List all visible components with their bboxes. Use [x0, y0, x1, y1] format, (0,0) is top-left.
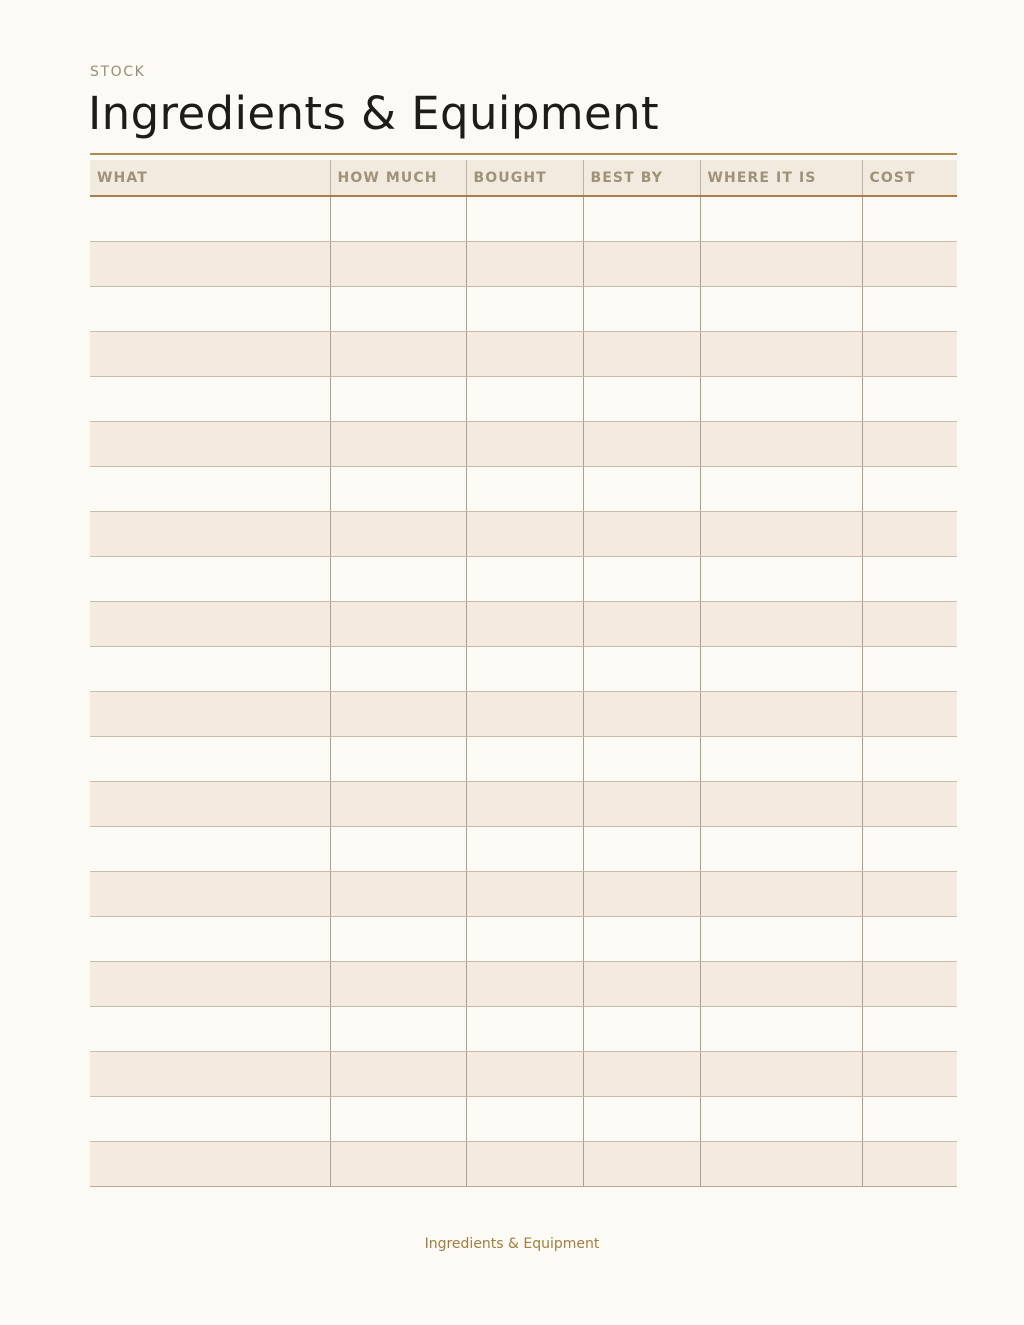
table-row — [90, 692, 957, 737]
cell-how-much[interactable] — [330, 1097, 466, 1142]
column-header-how-much: HOW MUCH — [330, 160, 466, 196]
cell-what[interactable] — [90, 467, 330, 512]
cell-how-much[interactable] — [330, 377, 466, 422]
cell-what[interactable] — [90, 422, 330, 467]
cell-cost[interactable] — [862, 557, 957, 602]
cell-bought[interactable] — [466, 737, 583, 782]
cell-best-by[interactable] — [583, 1097, 700, 1142]
table-row — [90, 1007, 957, 1052]
cell-cost[interactable] — [862, 1097, 957, 1142]
cell-what[interactable] — [90, 962, 330, 1007]
cell-best-by[interactable] — [583, 737, 700, 782]
cell-best-by[interactable] — [583, 467, 700, 512]
cell-cost[interactable] — [862, 512, 957, 557]
cell-how-much[interactable] — [330, 332, 466, 377]
cell-what[interactable] — [90, 737, 330, 782]
cell-where-it-is[interactable] — [700, 872, 862, 917]
table-row — [90, 737, 957, 782]
page-title: Ingredients & Equipment — [88, 87, 660, 140]
cell-how-much[interactable] — [330, 602, 466, 647]
cell-what[interactable] — [90, 377, 330, 422]
cell-where-it-is[interactable] — [700, 332, 862, 377]
cell-cost[interactable] — [862, 737, 957, 782]
table-row — [90, 377, 957, 422]
cell-where-it-is[interactable] — [700, 422, 862, 467]
cell-best-by[interactable] — [583, 557, 700, 602]
cell-how-much[interactable] — [330, 196, 466, 242]
cell-where-it-is[interactable] — [700, 377, 862, 422]
cell-where-it-is[interactable] — [700, 1097, 862, 1142]
cell-best-by[interactable] — [583, 602, 700, 647]
table-row — [90, 422, 957, 467]
table-row — [90, 647, 957, 692]
cell-bought[interactable] — [466, 242, 583, 287]
cell-where-it-is[interactable] — [700, 647, 862, 692]
cell-how-much[interactable] — [330, 962, 466, 1007]
cell-bought[interactable] — [466, 1007, 583, 1052]
cell-best-by[interactable] — [583, 827, 700, 872]
cell-cost[interactable] — [862, 692, 957, 737]
cell-best-by[interactable] — [583, 917, 700, 962]
cell-cost[interactable] — [862, 917, 957, 962]
table-row — [90, 332, 957, 377]
title-divider — [90, 153, 957, 155]
cell-bought[interactable] — [466, 827, 583, 872]
section-eyebrow: STOCK — [90, 64, 146, 80]
cell-best-by[interactable] — [583, 872, 700, 917]
table-row — [90, 287, 957, 332]
cell-cost[interactable] — [862, 962, 957, 1007]
cell-best-by[interactable] — [583, 196, 700, 242]
cell-bought[interactable] — [466, 557, 583, 602]
cell-what[interactable] — [90, 196, 330, 242]
cell-best-by[interactable] — [583, 1052, 700, 1097]
table-row — [90, 962, 957, 1007]
cell-where-it-is[interactable] — [700, 1007, 862, 1052]
cell-how-much[interactable] — [330, 287, 466, 332]
cell-where-it-is[interactable] — [700, 962, 862, 1007]
table-header-row — [90, 160, 957, 196]
cell-cost[interactable] — [862, 602, 957, 647]
table-row — [90, 196, 957, 242]
cell-cost[interactable] — [862, 287, 957, 332]
cell-bought[interactable] — [466, 377, 583, 422]
cell-where-it-is[interactable] — [700, 557, 862, 602]
cell-best-by[interactable] — [583, 692, 700, 737]
table-row — [90, 467, 957, 512]
cell-bought[interactable] — [466, 1097, 583, 1142]
cell-what[interactable] — [90, 1007, 330, 1052]
cell-bought[interactable] — [466, 1142, 583, 1187]
cell-what[interactable] — [90, 1097, 330, 1142]
cell-bought[interactable] — [466, 287, 583, 332]
cell-cost[interactable] — [862, 647, 957, 692]
cell-cost[interactable] — [862, 377, 957, 422]
cell-how-much[interactable] — [330, 827, 466, 872]
cell-what[interactable] — [90, 1142, 330, 1187]
cell-best-by[interactable] — [583, 1142, 700, 1187]
cell-what[interactable] — [90, 287, 330, 332]
table-row — [90, 782, 957, 827]
cell-bought[interactable] — [466, 196, 583, 242]
cell-where-it-is[interactable] — [700, 512, 862, 557]
cell-bought[interactable] — [466, 782, 583, 827]
cell-cost[interactable] — [862, 1052, 957, 1097]
cell-bought[interactable] — [466, 512, 583, 557]
cell-how-much[interactable] — [330, 737, 466, 782]
cell-cost[interactable] — [862, 827, 957, 872]
cell-best-by[interactable] — [583, 242, 700, 287]
cell-what[interactable] — [90, 917, 330, 962]
cell-where-it-is[interactable] — [700, 827, 862, 872]
cell-cost[interactable] — [862, 422, 957, 467]
column-header-cost: COST — [862, 160, 957, 196]
column-header-where-it-is: WHERE IT IS — [700, 160, 862, 196]
cell-bought[interactable] — [466, 467, 583, 512]
cell-what[interactable] — [90, 692, 330, 737]
cell-how-much[interactable] — [330, 917, 466, 962]
cell-what[interactable] — [90, 872, 330, 917]
cell-where-it-is[interactable] — [700, 287, 862, 332]
page-footer: Ingredients & Equipment — [424, 1236, 600, 1252]
cell-how-much[interactable] — [330, 557, 466, 602]
cell-best-by[interactable] — [583, 377, 700, 422]
cell-how-much[interactable] — [330, 1142, 466, 1187]
cell-where-it-is[interactable] — [700, 1142, 862, 1187]
cell-how-much[interactable] — [330, 422, 466, 467]
cell-best-by[interactable] — [583, 422, 700, 467]
cell-cost[interactable] — [862, 242, 957, 287]
cell-bought[interactable] — [466, 692, 583, 737]
cell-cost[interactable] — [862, 1142, 957, 1187]
table-row — [90, 242, 957, 287]
table-row — [90, 557, 957, 602]
cell-where-it-is[interactable] — [700, 782, 862, 827]
cell-where-it-is[interactable] — [700, 602, 862, 647]
cell-cost[interactable] — [862, 196, 957, 242]
cell-best-by[interactable] — [583, 332, 700, 377]
cell-bought[interactable] — [466, 332, 583, 377]
cell-how-much[interactable] — [330, 1052, 466, 1097]
cell-where-it-is[interactable] — [700, 917, 862, 962]
cell-best-by[interactable] — [583, 647, 700, 692]
cell-best-by[interactable] — [583, 287, 700, 332]
stock-table — [90, 160, 957, 1187]
column-header-what: WHAT — [90, 160, 330, 196]
cell-bought[interactable] — [466, 422, 583, 467]
column-header-bought: BOUGHT — [466, 160, 583, 196]
cell-what[interactable] — [90, 782, 330, 827]
cell-what[interactable] — [90, 602, 330, 647]
cell-how-much[interactable] — [330, 467, 466, 512]
cell-what[interactable] — [90, 332, 330, 377]
table-row — [90, 1097, 957, 1142]
cell-best-by[interactable] — [583, 962, 700, 1007]
cell-what[interactable] — [90, 557, 330, 602]
cell-what[interactable] — [90, 1052, 330, 1097]
cell-cost[interactable] — [862, 782, 957, 827]
cell-best-by[interactable] — [583, 782, 700, 827]
cell-how-much[interactable] — [330, 1007, 466, 1052]
cell-bought[interactable] — [466, 1052, 583, 1097]
table-row — [90, 1142, 957, 1187]
cell-how-much[interactable] — [330, 692, 466, 737]
cell-cost[interactable] — [862, 1007, 957, 1052]
cell-where-it-is[interactable] — [700, 196, 862, 242]
cell-what[interactable] — [90, 242, 330, 287]
cell-how-much[interactable] — [330, 782, 466, 827]
table-row — [90, 512, 957, 557]
cell-bought[interactable] — [466, 602, 583, 647]
column-header-best-by: BEST BY — [583, 160, 700, 196]
table-row — [90, 602, 957, 647]
cell-cost[interactable] — [862, 332, 957, 377]
cell-how-much[interactable] — [330, 647, 466, 692]
cell-what[interactable] — [90, 647, 330, 692]
cell-where-it-is[interactable] — [700, 1052, 862, 1097]
cell-how-much[interactable] — [330, 512, 466, 557]
cell-cost[interactable] — [862, 467, 957, 512]
table-row — [90, 1052, 957, 1097]
cell-bought[interactable] — [466, 962, 583, 1007]
cell-what[interactable] — [90, 827, 330, 872]
table-row — [90, 872, 957, 917]
table-row — [90, 827, 957, 872]
cell-bought[interactable] — [466, 647, 583, 692]
cell-bought[interactable] — [466, 872, 583, 917]
cell-what[interactable] — [90, 512, 330, 557]
cell-best-by[interactable] — [583, 512, 700, 557]
cell-how-much[interactable] — [330, 872, 466, 917]
cell-best-by[interactable] — [583, 1007, 700, 1052]
table-body — [90, 196, 957, 1187]
table-row — [90, 917, 957, 962]
cell-where-it-is[interactable] — [700, 737, 862, 782]
cell-how-much[interactable] — [330, 242, 466, 287]
cell-where-it-is[interactable] — [700, 242, 862, 287]
cell-bought[interactable] — [466, 917, 583, 962]
cell-where-it-is[interactable] — [700, 692, 862, 737]
cell-where-it-is[interactable] — [700, 467, 862, 512]
cell-cost[interactable] — [862, 872, 957, 917]
